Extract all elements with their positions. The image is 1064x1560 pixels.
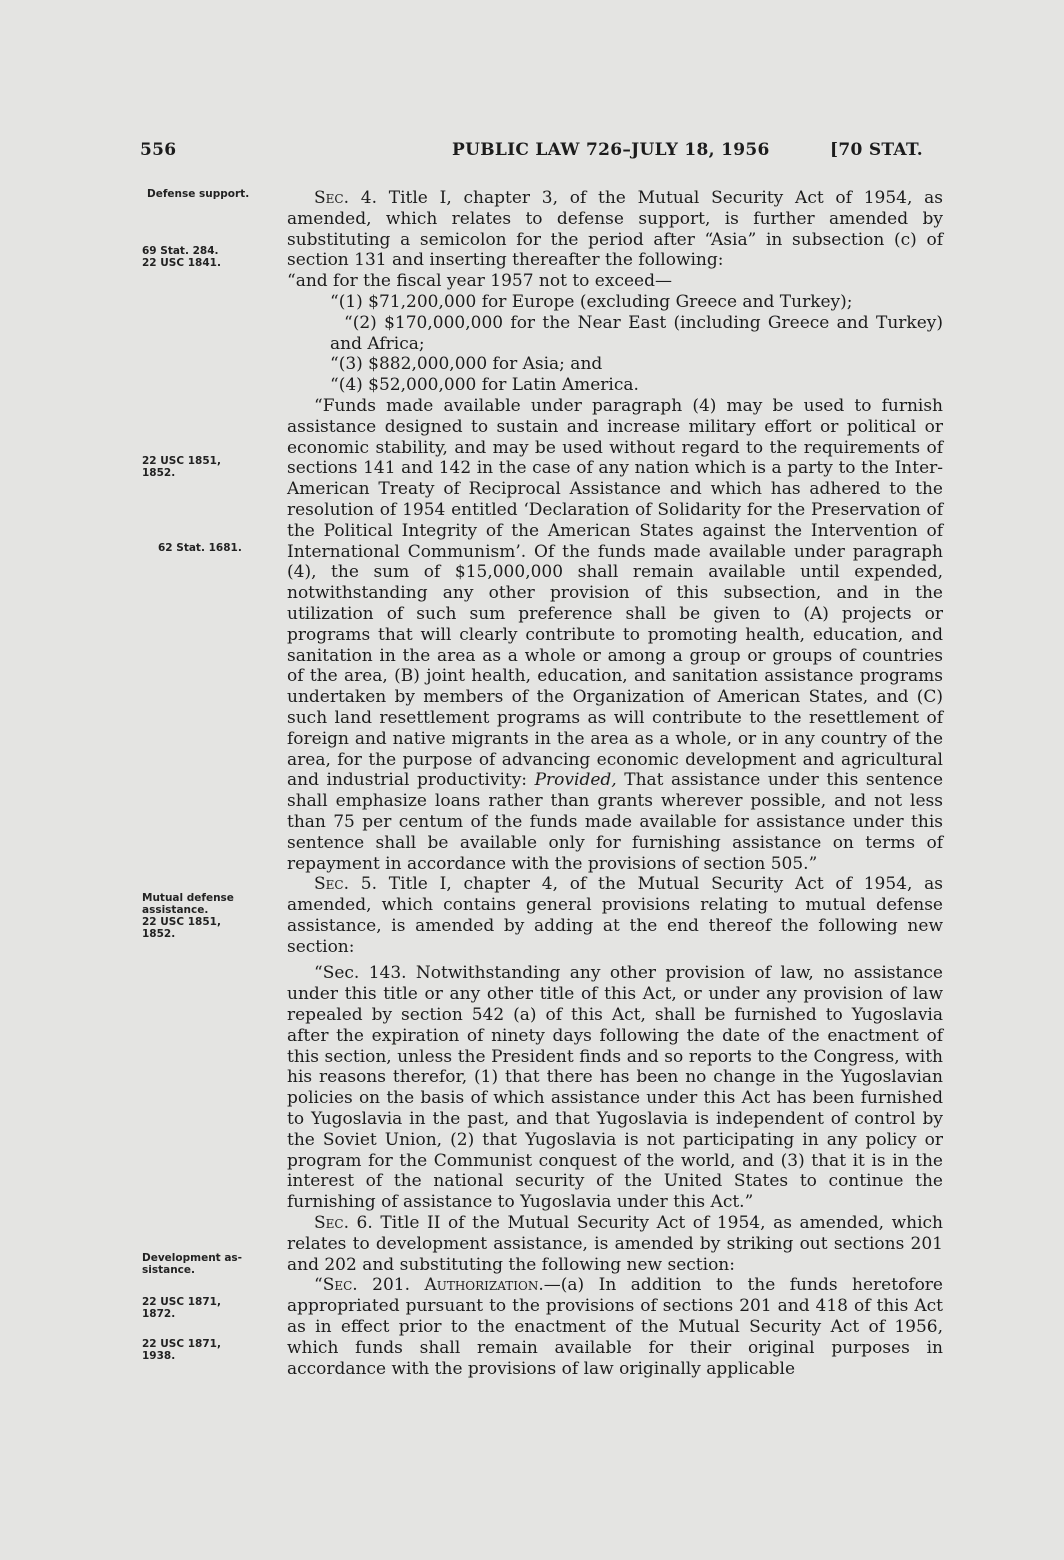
list-item: “(3) $882,000,000 for Asia; and xyxy=(330,354,603,375)
statute-volume: [70 STAT. xyxy=(830,140,923,160)
section-4: Sec. 4. Title I, chapter 3, of the Mutual Security Act of 1954, as amended, which relates to defense support, is further amended by substituting a semicolon for the period after “Asia” in subsection (c) of section 131 and inserting thereafter the following: xyxy=(287,188,944,271)
margin-note-citation: 62 Stat. 1681. xyxy=(158,542,242,554)
running-title: PUBLIC LAW 726–JULY 18, 1956 xyxy=(452,140,770,160)
margin-note-defense-support: Defense support. xyxy=(147,188,250,200)
section-143: “Sec. 143. Notwithstanding any other provision of law, no assistance under this title or any other title of this Act, or under any provision of law repealed by section 542 (a) of this Act, shall be furnished to Yugoslavia after the expiration of ninety days following the date of the enactment of this section, unless the President finds and so reports to the Congress, with his reasons therefor, (1) that there has been no change in the Yugoslavian policies on the basis of which assistance under this Act has been furnished to Yugoslavia in the past, and that Yugoslavia is independent of control by the Soviet Union, (2) that Yugoslavia is not participating in any policy or program for the Communist conquest of the world, and (3) that it is in the interest of the national security of the United States to continue the furnishing of assistance to Yugoslavia under this Act.” xyxy=(287,963,943,1213)
margin-note-citation: 22 USC 1871, 1872. xyxy=(142,1296,221,1320)
funds-paragraph: “Funds made available under paragraph (4) may be used to furnish assistance designed to sustain and increase military effort or political or economic stability, and may be used without regard to the requirements of sections 141 and 142 in the case of any nation which is a party to the Inter-American Treaty of Reciprocal Assistance and which has adhered to the resolution of 1954 entitled ‘Declaration of Solidarity for the Preservation of the Political Integrity of the American States against the Intervention of International Communism’. Of the funds made available under paragraph (4), the sum of $15,000,000 shall remain available until expended, notwithstanding any other provision of this subsection, and in the utilization of such sum preference shall be given to (A) projects or programs that will clearly contribute to promoting health, education, and sanitation in the area as a whole or among a group or groups of countries of the area, (B) joint health, education, and sanitation assistance programs undertaken by members of the Organization of American States, and (C) such land resettlement programs as will contribute to the resettlement of foreign and native migrants in the area as a whole, or in any country of the area, for the purpose of advancing economic development and agricultural and industrial productivity: Provided, That assistance under this sentence shall emphasize loans rather than grants wherever possible, and not less than 75 per centum of the funds made available for assistance under this sentence shall be available only for furnishing assistance on terms of repayment in accordance with the provisions of section 505.” xyxy=(287,395,944,874)
section-201: “Sec. 201. Authorization.—(a) In addition to the funds heretofore appropriated pursuant to the provisions of sections 201 and 418 of this Act as in effect prior to the enactment of the Mutual Security Act of 1956, which funds shall remain available for their original purposes in accordance with the provisions of law originally applicable xyxy=(287,1275,943,1379)
margin-note-development: Development as- sistance. xyxy=(142,1252,243,1276)
section-6: Sec. 6. Title II of the Mutual Security Act of 1954, as amended, which relates to development assistance, is amended by striking out sections 201 and 202 and substituting the following new section: xyxy=(287,1213,943,1275)
margin-note-mutual-defense: Mutual defense assistance. 22 USC 1851, 1852. xyxy=(142,892,234,940)
list-item: “(4) $52,000,000 for Latin America. xyxy=(330,375,639,396)
page-number: 556 xyxy=(140,140,177,160)
quote-intro: “and for the fiscal year 1957 not to exceed— xyxy=(287,271,672,292)
margin-note-citation: 69 Stat. 284. 22 USC 1841. xyxy=(142,245,221,269)
body-text xyxy=(287,188,943,1379)
section-5: Sec. 5. Title I, chapter 4, of the Mutual Security Act of 1954, as amended, which contains general provisions relating to mutual defense assistance, is amended by adding at the end thereof the following new section: xyxy=(287,874,944,957)
list-item: “(1) $71,200,000 for Europe (excluding Greece and Turkey); xyxy=(330,291,853,312)
margin-note-citation: 22 USC 1851, 1852. xyxy=(142,455,221,479)
margin-note-citation: 22 USC 1871, 1938. xyxy=(142,1338,221,1362)
list-item: “(2) $170,000,000 for the Near East (including Greece and Turkey) and Africa; xyxy=(330,312,943,354)
